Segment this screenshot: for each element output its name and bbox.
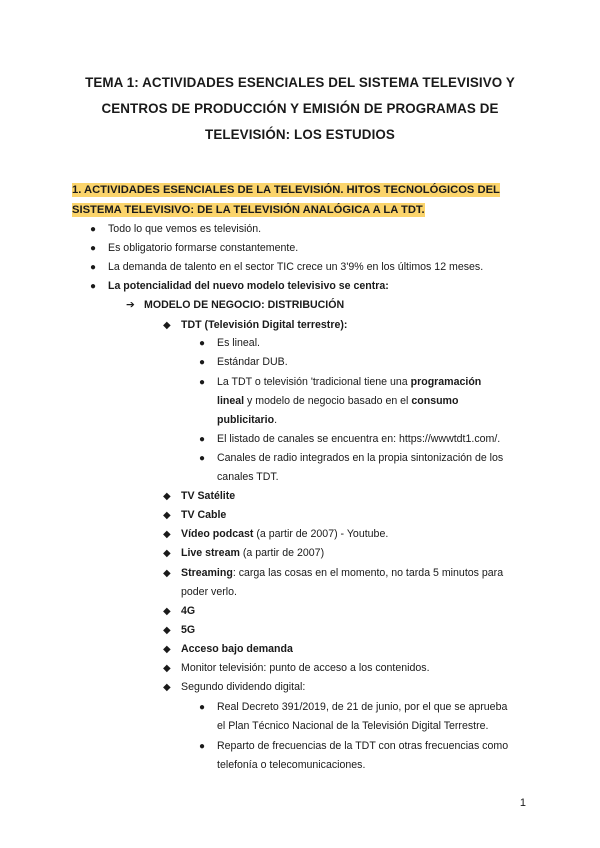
title-line-1: TEMA 1: ACTIVIDADES ESENCIALES DEL SISTEMA TELEVISIVO Y xyxy=(85,75,515,90)
diamond-icon: ◆ xyxy=(163,625,171,636)
diamond-icon: ◆ xyxy=(163,682,171,693)
diamond-icon: ◆ xyxy=(163,663,171,674)
arrow-right-icon: ➔ xyxy=(126,299,135,311)
diamond-icon: ◆ xyxy=(163,548,171,559)
bullet-icon: ● xyxy=(199,377,206,388)
list-item-text: 5G xyxy=(181,624,196,636)
section-heading-line-1: 1. ACTIVIDADES ESENCIALES DE LA TELEVISIÓN. HITOS TECNOLÓGICOS DEL xyxy=(72,184,500,196)
diamond-icon: ◆ xyxy=(163,644,171,655)
list-item-text: Todo lo que vemos es televisión. xyxy=(108,223,262,235)
bullet-icon: ● xyxy=(199,741,206,752)
section-heading-line-2: SISTEMA TELEVISIVO: DE LA TELEVISIÓN ANALÓGICA A LA TDT. xyxy=(72,203,425,216)
bullet-icon: ● xyxy=(199,453,206,464)
list-item-text: Acceso bajo demanda xyxy=(181,643,293,655)
bullet-icon: ● xyxy=(199,434,206,445)
section-heading xyxy=(72,181,502,220)
list-item-text: Estándar DUB. xyxy=(217,356,288,368)
diamond-icon: ◆ xyxy=(163,606,171,617)
list-item xyxy=(199,373,529,430)
diamond-icon: ◆ xyxy=(163,568,171,579)
list-item-text: La demanda de talento en el sector TIC crece un 3'9% en los últimos 12 meses. xyxy=(108,261,484,273)
list-item-text: La TDT o televisión 'tradicional tiene una programación lineal y modelo de negocio basado en el consumo publicitario. xyxy=(217,376,482,426)
bullet-icon: ● xyxy=(90,224,97,235)
title-line-2: CENTROS DE PRODUCCIÓN Y EMISIÓN DE PROGRAMAS DE xyxy=(101,101,499,116)
bullet-icon: ● xyxy=(199,702,206,713)
title-line-3: TELEVISIÓN: LOS ESTUDIOS xyxy=(205,127,395,142)
diamond-icon: ◆ xyxy=(163,510,171,521)
list-item-text: TV Satélite xyxy=(181,490,236,502)
diamond-icon: ◆ xyxy=(163,529,171,540)
list-item-text: El listado de canales se encuentra en: https://wwwtdt1.com/. xyxy=(217,433,501,445)
bullet-icon: ● xyxy=(199,338,206,349)
list-item-text: Streaming: carga las cosas en el momento, no tarda 5 minutos para poder verlo. xyxy=(181,567,504,598)
list-item-text: Live stream (a partir de 2007) xyxy=(181,547,325,559)
list-item xyxy=(163,564,533,602)
list-item-text: Reparto de frecuencias de la TDT con otras frecuencias como telefonía o telecomunicaciones. xyxy=(217,740,509,771)
list-item-text: La potencialidad del nuevo modelo televisivo se centra: xyxy=(108,280,389,292)
list-item-text: Monitor televisión: punto de acceso a los contenidos. xyxy=(181,662,430,674)
list-item xyxy=(199,698,529,736)
list-item-text: Real Decreto 391/2019, de 21 de junio, por el que se aprueba el Plan Técnico Nacional de la Televisión Digital Terrestre. xyxy=(217,701,508,732)
list-item-text: Es obligatorio formarse constantemente. xyxy=(108,242,299,254)
bullet-icon: ● xyxy=(90,281,97,292)
bullet-icon: ● xyxy=(90,262,97,273)
page-number: 1 xyxy=(519,797,526,809)
list-item-text: Vídeo podcast (a partir de 2007) - Youtube. xyxy=(181,528,389,540)
diamond-icon: ◆ xyxy=(163,320,171,331)
bullet-icon: ● xyxy=(199,357,206,368)
arrow-item-text: MODELO DE NEGOCIO: DISTRIBUCIÓN xyxy=(144,299,345,311)
list-item xyxy=(199,737,529,775)
list-item-text: Es lineal. xyxy=(217,337,260,349)
bullet-icon: ● xyxy=(90,243,97,254)
list-item-text: 4G xyxy=(181,605,196,617)
diamond-icon: ◆ xyxy=(163,491,171,502)
list-item-text: TDT (Televisión Digital terrestre): xyxy=(181,319,348,331)
document-title xyxy=(60,70,540,148)
list-item-text: TV Cable xyxy=(181,509,227,521)
list-item-text: Segundo dividendo digital: xyxy=(181,681,306,693)
list-item-text: Canales de radio integrados en la propia sintonización de los canales TDT. xyxy=(217,452,504,483)
list-item xyxy=(199,449,529,487)
